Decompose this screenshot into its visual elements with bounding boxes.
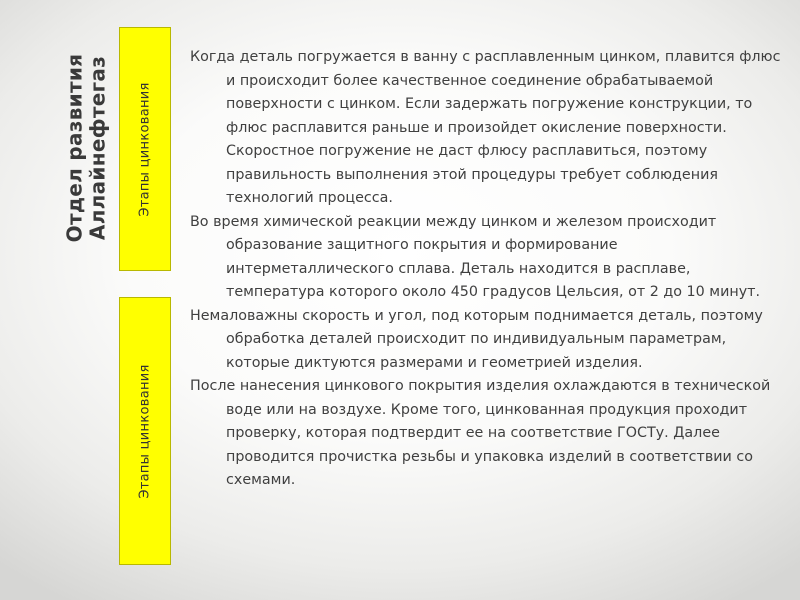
department-title-line-1: Отдел развития [62,53,86,243]
paragraph-immersion: Когда деталь погружается в ванну с расплавленным цинком, плавится флюс и происходит более качественное соединение обрабатываемой поверхности с цинком. Если задержать погружение конструкции, то флюс расплавится раньше и произойдет окисление поверхности. Скоростное погружение не даст флюсу расплавиться, поэтому правильность выполнения этой процедуры требует соблюдения технологий процесса. [190,49,781,206]
stage-band-top [119,27,171,271]
content-body [190,46,786,493]
department-title-line-2: Аллайнефтегаз [85,55,109,241]
stage-band-top-label: Этапы цинкования [137,81,153,217]
department-title-text [63,54,109,243]
stage-band-bottom [119,297,171,565]
paragraph-reaction: Во время химической реакции между цинком и железом происходит образование защитного покрытия и формирование интерметаллического сплава. Деталь находится в расплаве, температура которого около 450 градусов Цельсия, от 2 до 10 минут. [190,213,761,300]
stage-band-bottom-label: Этапы цинкования [137,363,153,499]
paragraph-lifting: Немаловажны скорость и угол, под которым поднимается деталь, поэтому обработка деталей происходит по индивидуальным параметрам, которые диктуются размерами и геометрией изделия. [190,307,763,371]
department-title [62,28,110,268]
paragraph-cooling: После нанесения цинкового покрытия изделия охлаждаются в технической воде или на воздухе. Кроме того, цинкованная продукция проходит проверку, которая подтвердит ее на соответствие ГОСТу. Далее проводится прочистка резьбы и упаковка изделий в соответствии со схемами. [190,378,771,488]
